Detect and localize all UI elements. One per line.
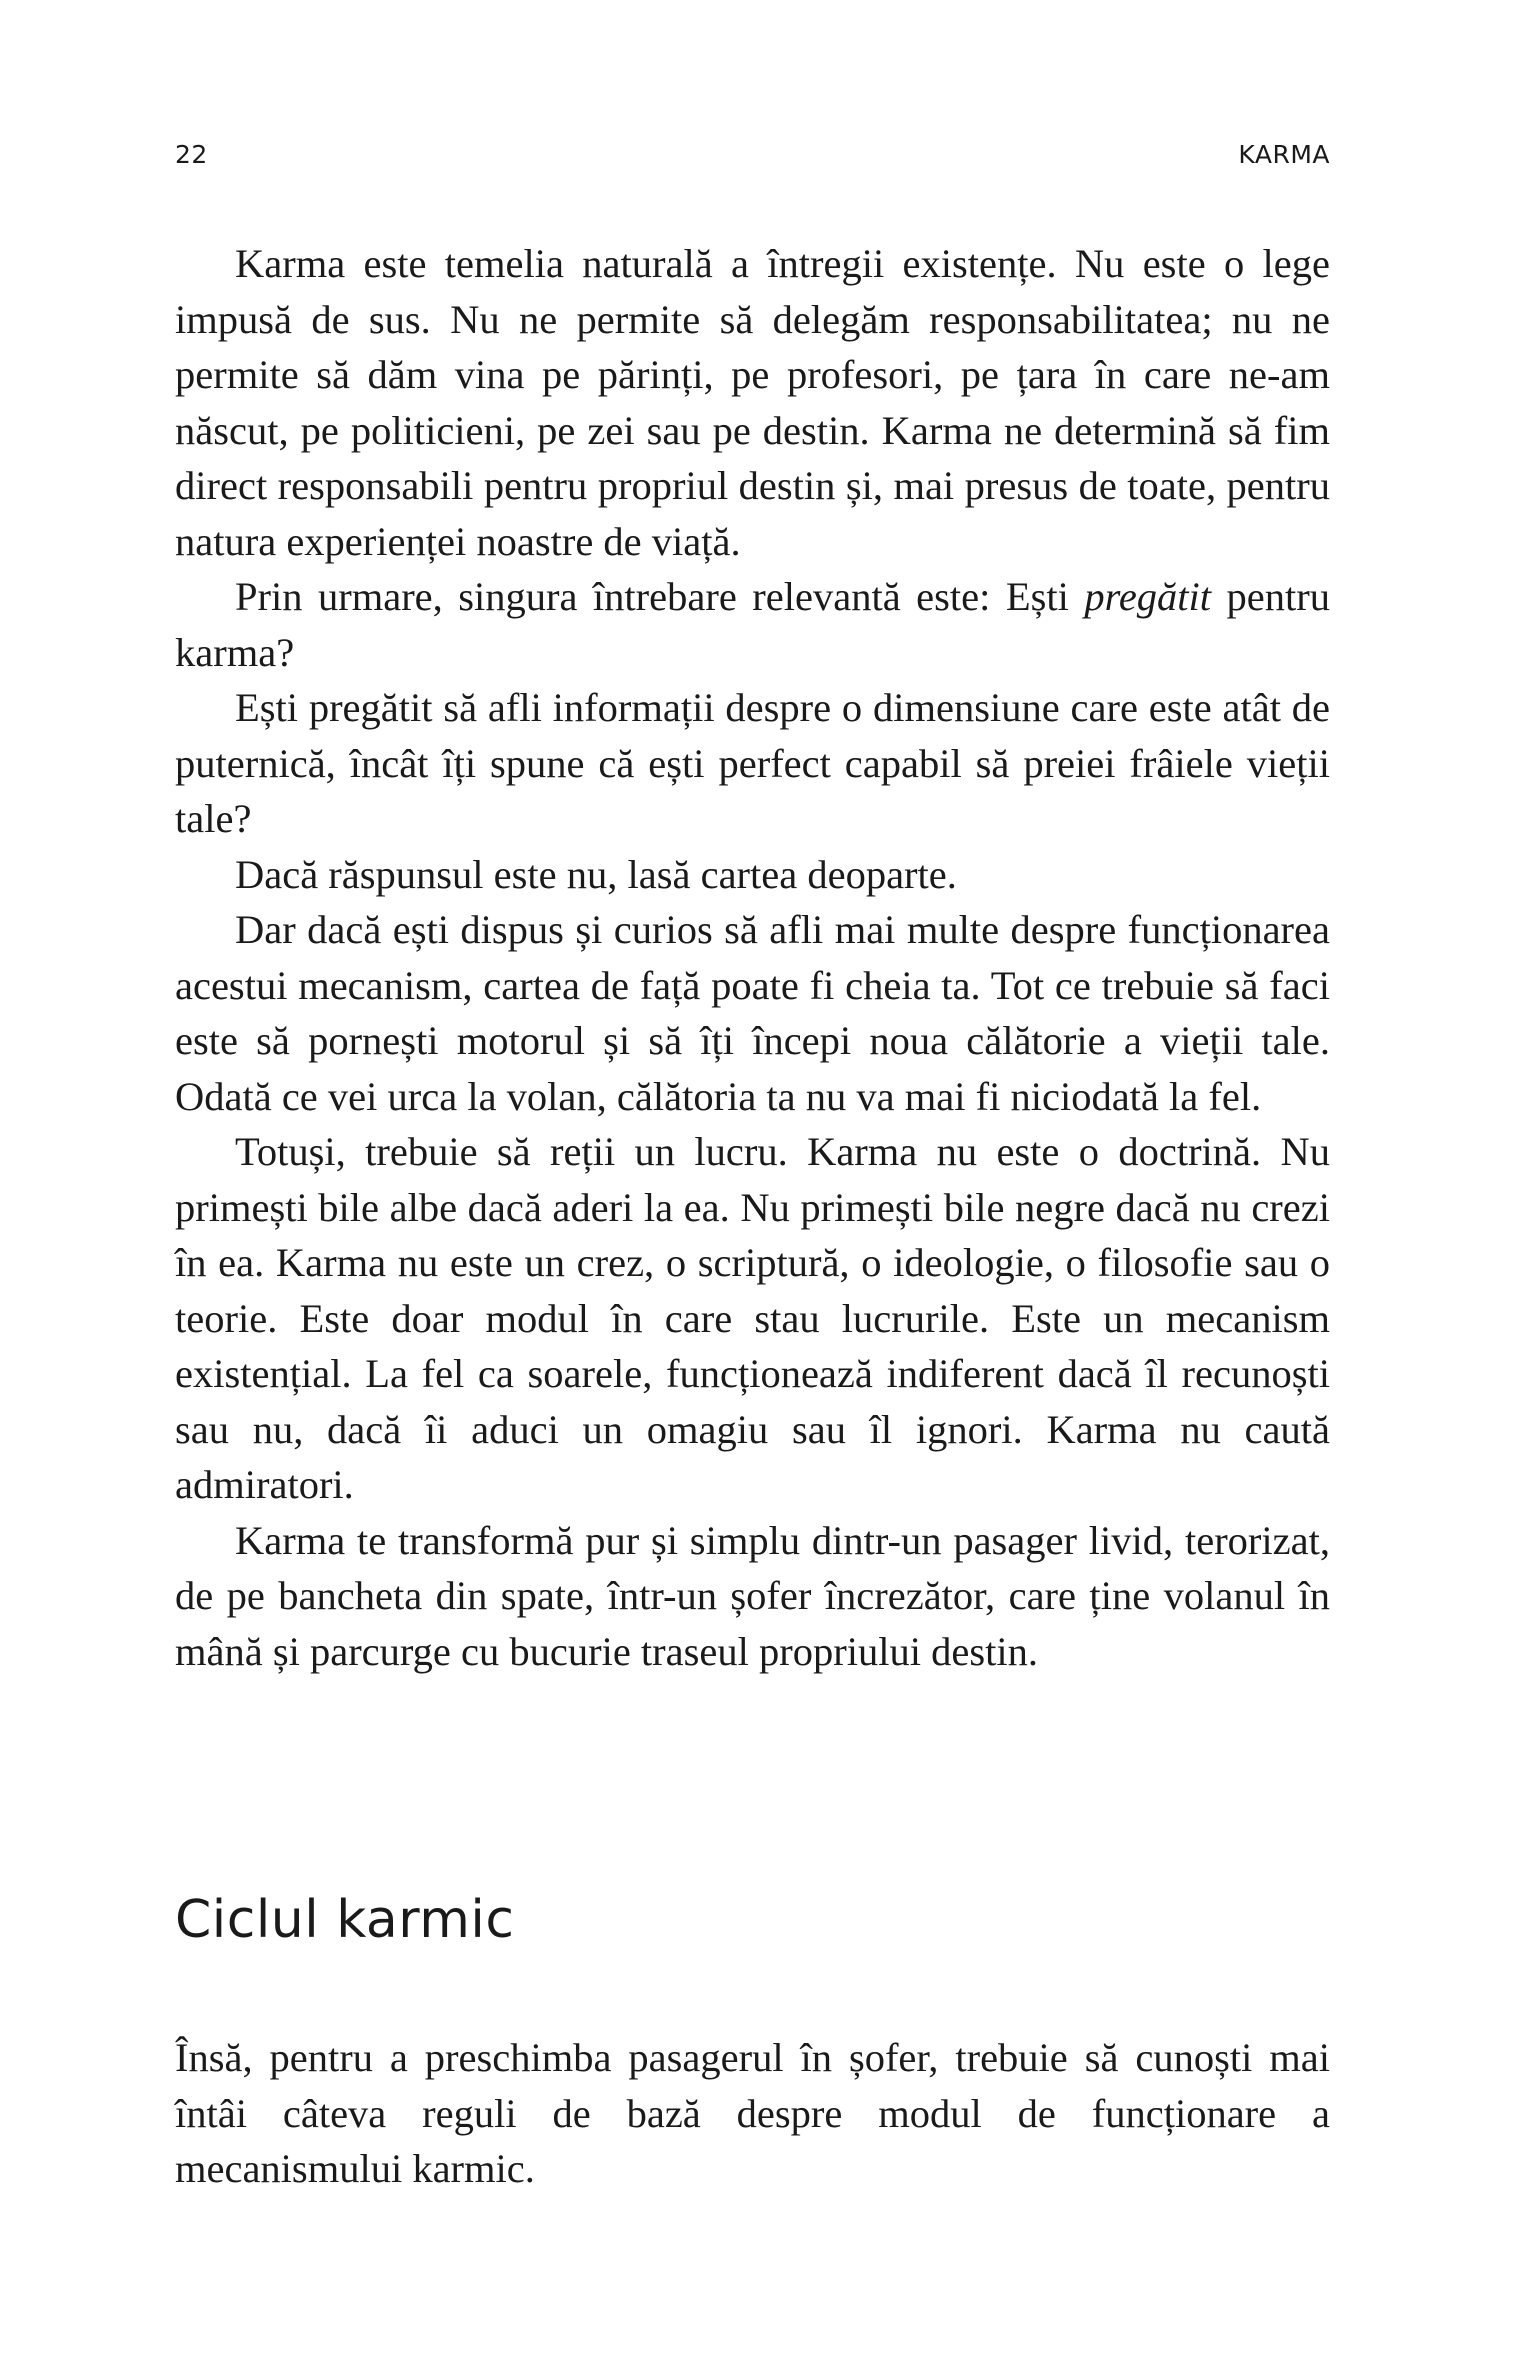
paragraph-question <box>175 569 1330 680</box>
running-head <box>175 140 1330 180</box>
question-text-before: Prin urmare, singura întrebare relevantă este: Ești <box>235 574 1085 619</box>
page-number: 22 <box>175 140 208 169</box>
paragraph-6: Karma te transformă pur și simplu dintr-un pasager livid, terorizat, de pe bancheta din spate, într-un șofer încrezător, care ține volanul în mână și parcurge cu bucurie traseul propriului destin. <box>175 1517 1330 1674</box>
paragraph-1: Karma este temelia naturală a întregii existențe. Nu este o lege impusă de sus. Nu ne permite să delegăm responsabilitatea; nu ne permite să dăm vina pe părinți, pe profesori, pe țara în care ne-am născut, pe politicieni, pe zei sau pe destin. Karma ne determină să fim direct responsabili pentru propriul destin și, mai presus de toate, pentru natura experienței noastre de viață. <box>175 241 1330 564</box>
section-heading: Ciclul karmic <box>175 1890 515 1950</box>
question-emphasis: pregătit <box>1084 574 1212 619</box>
paragraph-2: Ești pregătit să afli informații despre o dimensiune care este atât de puternică, încât îți spune că ești perfect capabil să preiei frâiele vieții tale? <box>175 685 1330 841</box>
paragraph-5: Totuși, trebuie să reții un lucru. Karma nu este o doctrină. Nu primești bile albe dacă aderi la ea. Nu primești bile negre dacă nu crezi în ea. Karma nu este un crez, o scriptură, o ideologie, o filosofie sau o teorie. Este doar modul în care stau lucrurile. Este un mecanism existențial. La fel ca soarele, funcționează indiferent dacă îl recunoști sau nu, dacă îi aduci un omagiu sau îl ignori. Karma nu caută admiratori. <box>175 1129 1330 1507</box>
section-paragraph: Însă, pentru a preschimba pasagerul în șofer, trebuie să cunoști mai întâi câteva reguli de bază despre modul de funcționare a mecanismului karmic. <box>175 2035 1330 2191</box>
running-title: KARMA <box>1238 140 1330 169</box>
section-text <box>175 2030 1330 2197</box>
main-text <box>175 236 1330 1679</box>
paragraph-4: Dar dacă ești dispus și curios să afli mai multe despre funcționarea acestui mecanism, cartea de față poate fi cheia ta. Tot ce trebuie să faci este să pornești motorul și să îți începi noua călătorie a vieții tale. Odată ce vei urca la volan, călătoria ta nu va mai fi niciodată la fel. <box>175 907 1330 1119</box>
question-text-after: pentru karma? <box>175 574 1330 675</box>
paragraph-3: Dacă răspunsul este nu, lasă cartea deoparte. <box>235 851 957 897</box>
